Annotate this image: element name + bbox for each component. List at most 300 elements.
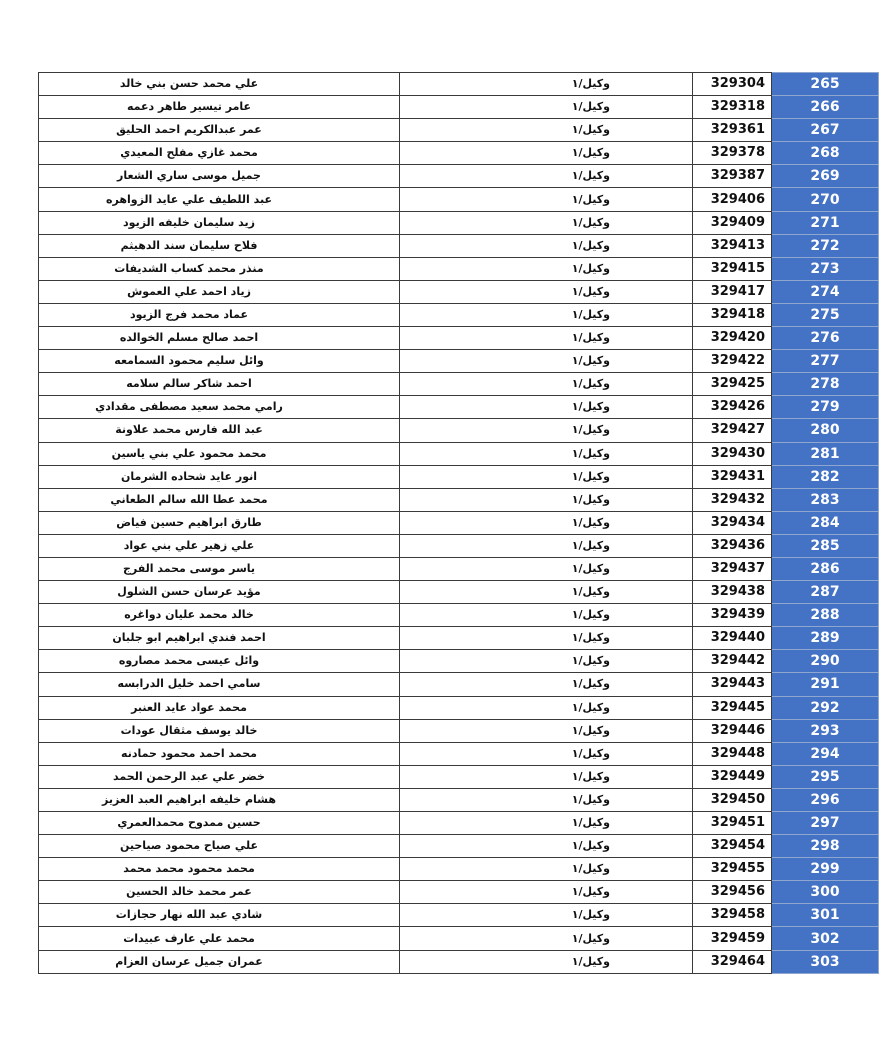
id-code-text: 329406 [710, 191, 765, 207]
table-row [39, 557, 879, 580]
person-name-text: ياسر موسى محمد الفرج [122, 562, 256, 576]
row-number-text: 298 [810, 838, 840, 855]
row-number-cell [772, 373, 879, 396]
person-name-text: رامي محمد سعيد مصطفى مقدادي [95, 400, 283, 414]
id-code-text: 329464 [710, 953, 765, 969]
id-code-text: 329454 [710, 838, 765, 854]
person-name-text: محمد عواد عايد العنبر [131, 700, 247, 714]
table-row [39, 465, 879, 488]
person-name-cell [39, 350, 400, 373]
role-cell [400, 465, 693, 488]
row-number-cell [772, 142, 879, 165]
row-number-text: 296 [810, 791, 840, 808]
table-row [39, 211, 879, 234]
person-name-cell [39, 557, 400, 580]
role-cell [400, 165, 693, 188]
id-code-cell [693, 812, 772, 835]
row-number-text: 265 [810, 76, 840, 93]
table-row [39, 719, 879, 742]
id-code-cell [693, 96, 772, 119]
id-code-text: 329418 [710, 306, 765, 322]
role-text: وكيل/١ [571, 377, 610, 391]
id-code-cell [693, 465, 772, 488]
id-code-cell [693, 904, 772, 927]
role-cell [400, 927, 693, 950]
role-cell [400, 327, 693, 350]
row-number-cell [772, 534, 879, 557]
row-number-cell [772, 257, 879, 280]
id-code-text: 329426 [710, 399, 765, 415]
role-text: وكيل/١ [571, 816, 610, 830]
id-code-text: 329409 [710, 214, 765, 230]
person-name-text: جميل موسى ساري الشعار [117, 169, 261, 183]
id-code-cell [693, 858, 772, 881]
role-cell [400, 881, 693, 904]
id-code-text: 329361 [710, 122, 765, 138]
role-text: وكيل/١ [571, 769, 610, 783]
id-code-cell [693, 488, 772, 511]
row-number-cell [772, 765, 879, 788]
role-text: وكيل/١ [571, 862, 610, 876]
row-number-text: 293 [810, 722, 840, 739]
id-code-cell [693, 835, 772, 858]
role-text: وكيل/١ [571, 654, 610, 668]
id-code-text: 329442 [710, 653, 765, 669]
id-code-cell [693, 73, 772, 96]
role-cell [400, 557, 693, 580]
row-number-text: 280 [810, 422, 840, 439]
table-row [39, 119, 879, 142]
row-number-text: 277 [810, 353, 840, 370]
row-number-cell [772, 442, 879, 465]
id-code-text: 329434 [710, 514, 765, 530]
role-cell [400, 442, 693, 465]
id-code-cell [693, 350, 772, 373]
id-code-cell [693, 257, 772, 280]
person-name-cell [39, 696, 400, 719]
id-code-cell [693, 927, 772, 950]
row-number-text: 282 [810, 468, 840, 485]
person-name-text: حسين ممدوح محمدالعمري [117, 816, 261, 830]
role-cell [400, 627, 693, 650]
row-number-cell [772, 627, 879, 650]
table-row [39, 327, 879, 350]
table-row [39, 696, 879, 719]
role-text: وكيل/١ [571, 400, 610, 414]
id-code-text: 329436 [710, 537, 765, 553]
role-text: وكيل/١ [571, 192, 610, 206]
role-text: وكيل/١ [571, 608, 610, 622]
table-row [39, 950, 879, 973]
row-number-text: 285 [810, 537, 840, 554]
row-number-text: 286 [810, 561, 840, 578]
role-cell [400, 96, 693, 119]
id-code-text: 329459 [710, 930, 765, 946]
id-code-text: 329451 [710, 815, 765, 831]
row-number-cell [772, 881, 879, 904]
role-text: وكيل/١ [571, 792, 610, 806]
id-code-cell [693, 742, 772, 765]
table-row [39, 488, 879, 511]
table-row [39, 650, 879, 673]
person-name-text: خالد محمد عليان دواغره [124, 608, 254, 622]
role-text: وكيل/١ [571, 515, 610, 529]
row-number-cell [772, 465, 879, 488]
person-name-text: سامي احمد خليل الدرابسه [117, 677, 261, 691]
row-number-text: 272 [810, 237, 840, 254]
table-row [39, 673, 879, 696]
person-name-cell [39, 211, 400, 234]
row-number-cell [772, 188, 879, 211]
table-row [39, 742, 879, 765]
person-name-text: فلاح سليمان سند الدهيثم [120, 238, 258, 252]
person-name-cell [39, 488, 400, 511]
person-name-cell [39, 812, 400, 835]
id-code-cell [693, 142, 772, 165]
person-name-text: احمد صالح مسلم الخوالده [119, 331, 259, 345]
person-name-text: محمد محمود محمد محمد [123, 862, 255, 876]
person-name-text: عامر تيسير طاهر دعمه [126, 100, 252, 114]
role-text: وكيل/١ [571, 954, 610, 968]
id-code-cell [693, 581, 772, 604]
person-name-cell [39, 165, 400, 188]
id-code-cell [693, 788, 772, 811]
id-code-text: 329430 [710, 445, 765, 461]
person-name-text: زيد سليمان خليفه الزيود [123, 215, 255, 229]
role-cell [400, 373, 693, 396]
role-text: وكيل/١ [571, 885, 610, 899]
role-cell [400, 719, 693, 742]
id-code-cell [693, 557, 772, 580]
row-number-cell [772, 419, 879, 442]
role-cell [400, 858, 693, 881]
role-cell [400, 788, 693, 811]
role-cell [400, 581, 693, 604]
row-number-cell [772, 350, 879, 373]
person-name-cell [39, 119, 400, 142]
role-text: وكيل/١ [571, 723, 610, 737]
row-number-text: 266 [810, 99, 840, 116]
id-code-text: 329417 [710, 283, 765, 299]
row-number-cell [772, 303, 879, 326]
id-code-text: 329387 [710, 168, 765, 184]
table-row [39, 788, 879, 811]
person-name-cell [39, 534, 400, 557]
person-name-cell [39, 373, 400, 396]
table-row [39, 881, 879, 904]
row-number-cell [772, 396, 879, 419]
row-number-cell [772, 650, 879, 673]
id-code-text: 329449 [710, 768, 765, 784]
row-number-text: 270 [810, 191, 840, 208]
id-code-text: 329318 [710, 99, 765, 115]
id-code-cell [693, 234, 772, 257]
row-number-text: 271 [810, 214, 840, 231]
row-number-cell [772, 604, 879, 627]
table-row [39, 858, 879, 881]
role-cell [400, 765, 693, 788]
table-row [39, 511, 879, 534]
row-number-cell [772, 696, 879, 719]
table-row [39, 442, 879, 465]
row-number-text: 295 [810, 768, 840, 785]
id-code-cell [693, 211, 772, 234]
role-text: وكيل/١ [571, 585, 610, 599]
row-number-cell [772, 858, 879, 881]
person-name-text: منذر محمد كساب الشديفات [114, 261, 264, 275]
id-code-text: 329448 [710, 745, 765, 761]
person-name-cell [39, 765, 400, 788]
role-text: وكيل/١ [571, 423, 610, 437]
id-code-text: 329438 [710, 584, 765, 600]
table-row [39, 373, 879, 396]
table-row [39, 280, 879, 303]
row-number-text: 287 [810, 584, 840, 601]
person-name-text: زياد احمد علي العموش [127, 284, 251, 298]
row-number-cell [772, 96, 879, 119]
role-cell [400, 119, 693, 142]
row-number-text: 268 [810, 145, 840, 162]
person-name-cell [39, 604, 400, 627]
role-cell [400, 142, 693, 165]
person-name-cell [39, 465, 400, 488]
id-code-text: 329420 [710, 330, 765, 346]
role-text: وكيل/١ [571, 446, 610, 460]
role-cell [400, 812, 693, 835]
table-row [39, 812, 879, 835]
person-name-text: خضر علي عبد الرحمن الحمد [113, 769, 265, 783]
id-code-cell [693, 696, 772, 719]
table-row [39, 165, 879, 188]
row-number-text: 299 [810, 861, 840, 878]
person-name-cell [39, 581, 400, 604]
role-text: وكيل/١ [571, 562, 610, 576]
row-number-cell [772, 557, 879, 580]
person-name-text: عماد محمد فرج الزيود [129, 307, 248, 321]
person-name-text: محمد غازي مفلح المعيدي [120, 146, 258, 160]
row-number-text: 302 [810, 930, 840, 947]
id-code-text: 329446 [710, 722, 765, 738]
table-row [39, 627, 879, 650]
person-name-cell [39, 96, 400, 119]
id-code-text: 329443 [710, 676, 765, 692]
row-number-cell [772, 673, 879, 696]
role-cell [400, 188, 693, 211]
row-number-text: 269 [810, 168, 840, 185]
id-code-text: 329450 [710, 791, 765, 807]
person-name-text: علي صياح محمود صياحين [119, 839, 259, 853]
person-name-text: خالد يوسف مثقال عودات [120, 723, 258, 737]
person-name-text: انور عايد شحاده الشرمان [120, 469, 258, 483]
role-cell [400, 673, 693, 696]
row-number-text: 291 [810, 676, 840, 693]
row-number-text: 294 [810, 745, 840, 762]
person-name-cell [39, 904, 400, 927]
row-number-text: 303 [810, 953, 840, 970]
row-number-cell [772, 511, 879, 534]
id-code-text: 329415 [710, 260, 765, 276]
role-text: وكيل/١ [571, 839, 610, 853]
row-number-cell [772, 581, 879, 604]
person-name-text: وائل سليم محمود السمامعه [114, 354, 264, 368]
id-code-cell [693, 303, 772, 326]
id-code-text: 329422 [710, 353, 765, 369]
id-code-text: 329304 [710, 76, 765, 92]
role-text: وكيل/١ [571, 307, 610, 321]
id-code-cell [693, 673, 772, 696]
person-name-cell [39, 419, 400, 442]
role-text: وكيل/١ [571, 492, 610, 506]
role-cell [400, 696, 693, 719]
id-code-text: 329458 [710, 907, 765, 923]
id-code-text: 329437 [710, 561, 765, 577]
row-number-text: 274 [810, 283, 840, 300]
role-text: وكيل/١ [571, 469, 610, 483]
table-row [39, 534, 879, 557]
role-text: وكيل/١ [571, 908, 610, 922]
row-number-text: 301 [810, 907, 840, 924]
id-code-cell [693, 396, 772, 419]
person-name-text: محمد احمد محمود حمادنه [121, 746, 257, 760]
row-number-text: 275 [810, 306, 840, 323]
id-code-cell [693, 950, 772, 973]
person-name-cell [39, 303, 400, 326]
role-cell [400, 488, 693, 511]
id-code-cell [693, 442, 772, 465]
person-name-text: وائل عيسى محمد مصاروه [118, 654, 260, 668]
row-number-cell [772, 904, 879, 927]
row-number-text: 273 [810, 260, 840, 277]
person-name-text: عبد اللطيف علي عايد الزواهره [106, 192, 272, 206]
id-code-cell [693, 765, 772, 788]
row-number-text: 289 [810, 630, 840, 647]
role-cell [400, 280, 693, 303]
role-text: وكيل/١ [571, 100, 610, 114]
person-name-text: عمران جميل عرسان العزام [115, 954, 263, 968]
id-code-cell [693, 165, 772, 188]
table-row [39, 927, 879, 950]
id-code-text: 329445 [710, 699, 765, 715]
personnel-table [38, 72, 879, 974]
row-number-text: 297 [810, 815, 840, 832]
role-text: وكيل/١ [571, 169, 610, 183]
role-text: وكيل/١ [571, 354, 610, 368]
id-code-cell [693, 188, 772, 211]
person-name-cell [39, 396, 400, 419]
table-row [39, 419, 879, 442]
id-code-text: 329431 [710, 468, 765, 484]
id-code-cell [693, 650, 772, 673]
table-row [39, 303, 879, 326]
table-row [39, 765, 879, 788]
role-cell [400, 211, 693, 234]
table-row [39, 142, 879, 165]
row-number-cell [772, 73, 879, 96]
table-row [39, 73, 879, 96]
id-code-text: 329425 [710, 376, 765, 392]
row-number-cell [772, 927, 879, 950]
role-cell [400, 604, 693, 627]
person-name-text: مؤيد عرسان حسن الشلول [117, 585, 261, 599]
table-row [39, 904, 879, 927]
table-row [39, 188, 879, 211]
person-name-cell [39, 257, 400, 280]
role-cell [400, 396, 693, 419]
person-name-cell [39, 742, 400, 765]
role-cell [400, 904, 693, 927]
person-name-cell [39, 881, 400, 904]
id-code-cell [693, 419, 772, 442]
id-code-text: 329455 [710, 861, 765, 877]
id-code-cell [693, 280, 772, 303]
table-row [39, 257, 879, 280]
row-number-cell [772, 488, 879, 511]
person-name-cell [39, 627, 400, 650]
person-name-cell [39, 788, 400, 811]
role-cell [400, 234, 693, 257]
table-row [39, 835, 879, 858]
role-text: وكيل/١ [571, 284, 610, 298]
id-code-cell [693, 327, 772, 350]
id-code-text: 329378 [710, 145, 765, 161]
person-name-cell [39, 950, 400, 973]
role-text: وكيل/١ [571, 631, 610, 645]
row-number-text: 276 [810, 330, 840, 347]
id-code-cell [693, 373, 772, 396]
role-cell [400, 419, 693, 442]
id-code-cell [693, 119, 772, 142]
role-text: وكيل/١ [571, 700, 610, 714]
role-cell [400, 73, 693, 96]
person-name-text: محمد علي عارف عبيدات [123, 931, 255, 945]
person-name-cell [39, 673, 400, 696]
row-number-text: 290 [810, 653, 840, 670]
role-text: وكيل/١ [571, 238, 610, 252]
row-number-cell [772, 119, 879, 142]
row-number-cell [772, 950, 879, 973]
id-code-text: 329439 [710, 607, 765, 623]
row-number-cell [772, 788, 879, 811]
role-cell [400, 350, 693, 373]
row-number-text: 300 [810, 884, 840, 901]
table-row [39, 350, 879, 373]
row-number-cell [772, 280, 879, 303]
row-number-text: 279 [810, 399, 840, 416]
table-row [39, 96, 879, 119]
row-number-text: 278 [810, 376, 840, 393]
row-number-text: 292 [810, 699, 840, 716]
role-cell [400, 835, 693, 858]
table-row [39, 396, 879, 419]
role-text: وكيل/١ [571, 931, 610, 945]
id-code-cell [693, 534, 772, 557]
id-code-cell [693, 604, 772, 627]
role-text: وكيل/١ [571, 746, 610, 760]
person-name-cell [39, 650, 400, 673]
role-text: وكيل/١ [571, 215, 610, 229]
person-name-cell [39, 280, 400, 303]
person-name-text: طارق ابراهيم حسين فياض [116, 515, 262, 529]
row-number-text: 284 [810, 514, 840, 531]
person-name-cell [39, 511, 400, 534]
person-name-cell [39, 927, 400, 950]
person-name-cell [39, 188, 400, 211]
role-cell [400, 742, 693, 765]
id-code-text: 329456 [710, 884, 765, 900]
id-code-text: 329427 [710, 422, 765, 438]
person-name-text: احمد فندي ابراهيم ابو جلبان [112, 631, 266, 645]
person-name-cell [39, 719, 400, 742]
